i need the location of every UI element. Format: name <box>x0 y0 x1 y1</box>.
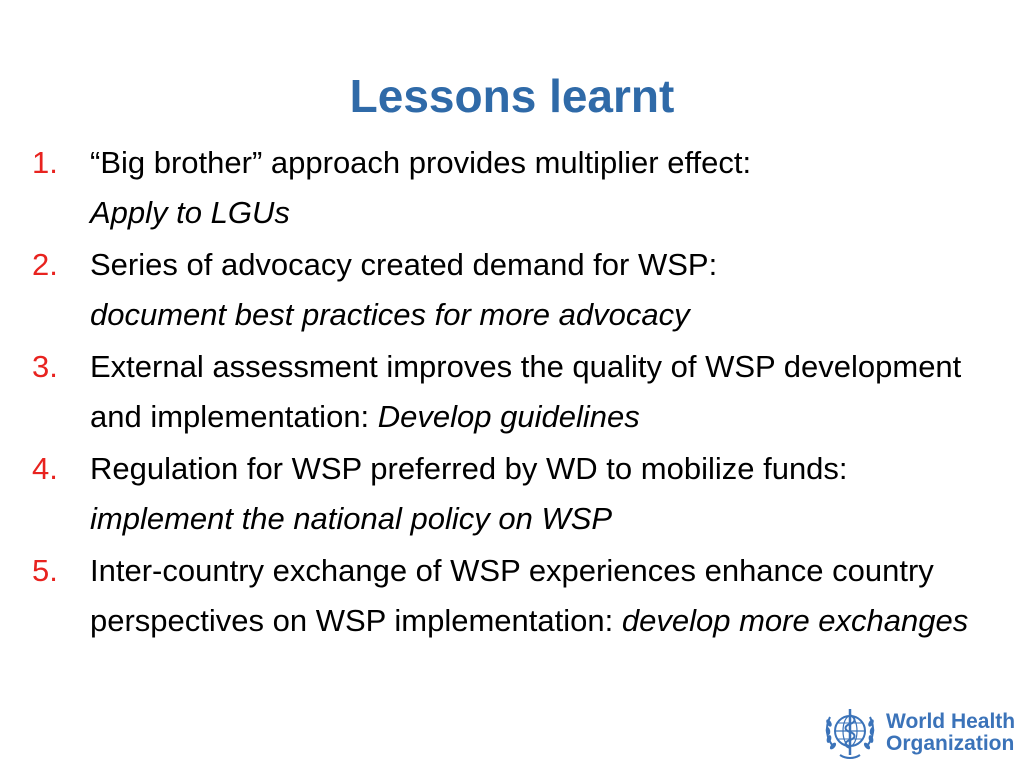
item-number: 3. <box>32 349 58 384</box>
item-statement: Series of advocacy created demand for WSP: <box>90 247 718 282</box>
lessons-list <box>0 138 1024 648</box>
item-statement: Regulation for WSP preferred by WD to mobilize funds: <box>90 451 848 486</box>
item-action: document best practices for more advocacy <box>90 297 690 332</box>
who-wordmark-line1: World Health <box>886 710 1016 733</box>
item-number: 2. <box>32 247 58 282</box>
who-logo <box>820 702 1020 764</box>
item-statement: “Big brother” approach provides multiplier effect: <box>90 145 752 180</box>
item-text <box>90 349 961 434</box>
item-action: Apply to LGUs <box>90 195 290 230</box>
list-item <box>0 444 1024 544</box>
who-emblem-icon <box>820 703 880 763</box>
item-action: Develop guidelines <box>377 399 640 434</box>
list-item <box>0 342 1024 442</box>
slide-title: Lessons learnt <box>349 70 675 122</box>
item-action: implement the national policy on WSP <box>90 501 613 536</box>
item-number: 5. <box>32 553 58 588</box>
item-number: 1. <box>32 145 58 180</box>
who-wordmark-line2: Organization <box>886 732 1015 755</box>
item-text <box>90 451 848 536</box>
item-text <box>90 247 717 332</box>
list-item <box>0 138 1024 238</box>
item-text <box>90 553 968 638</box>
item-number: 4. <box>32 451 58 486</box>
who-wordmark <box>886 711 1015 755</box>
list-item <box>0 240 1024 340</box>
item-action: develop more exchanges <box>621 603 969 638</box>
item-statement: External assessment improves the quality of WSP development and implementation: <box>90 349 962 434</box>
item-statement: Inter-country exchange of WSP experiences enhance country perspectives on WSP implementation: <box>90 553 934 638</box>
item-text <box>90 145 751 230</box>
list-item <box>0 546 1024 646</box>
